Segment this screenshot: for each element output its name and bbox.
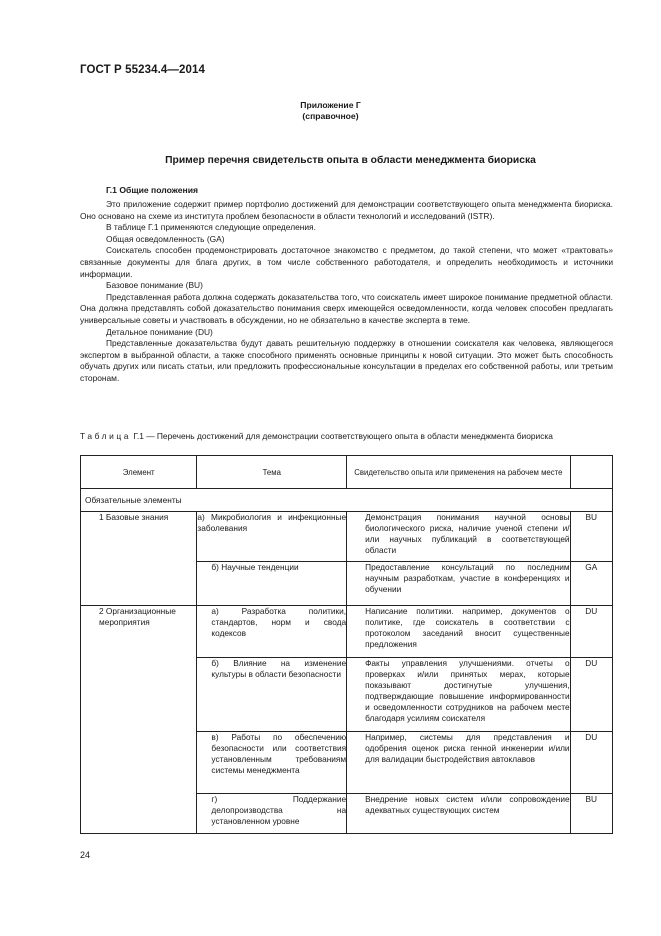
document-title: Пример перечня свидетельств опыта в области менеджмента биориска <box>165 155 536 166</box>
topic-cell: б) Влияние на изменение культуры в области безопасности <box>197 658 347 732</box>
standard-header: ГОСТ Р 55234.4—2014 <box>80 64 205 76</box>
evidence-cell: Предоставление консультаций по последним научным разработкам, участие в конференциях и обучении <box>347 562 570 606</box>
level-cell: GA <box>570 562 612 606</box>
evidence-cell: Факты управления улучшениями. отчеты о проверках и/или принятых мерах, которые показывают достигнутые улучшения, подтверждающие повышение информированности и осведомленности сотрудников на рабочем месте благодаря усилиям соискателя <box>347 658 570 732</box>
topic-cell: а) Разработка политики, стандартов, норм и свода кодексов <box>197 606 347 658</box>
level-cell: DU <box>570 658 612 732</box>
level-cell: BU <box>570 794 612 834</box>
section-title: Г.1 Общие положения <box>106 185 198 195</box>
evidence-cell: Внедрение новых систем и/или сопровождение адекватных существующих систем <box>347 794 570 834</box>
page-number: 24 <box>80 850 91 860</box>
table-caption <box>80 431 613 443</box>
column-header: Тема <box>197 456 347 489</box>
table-row <box>81 512 613 562</box>
column-header: Элемент <box>81 456 197 489</box>
evidence-cell: Демонстрация понимания научной основы биологического риска, наличие ученой степени и/или научных публикаций в соответствующей области <box>347 512 570 562</box>
definition-term: Общая осведомленность (GA) <box>106 233 225 244</box>
column-header <box>570 456 612 489</box>
topic-cell: в) Работы по обеспечению безопасности или соответствия установленным требованиям системы менеджмента <box>197 732 347 794</box>
section-label: Обязательные элементы <box>81 489 613 512</box>
level-cell: DU <box>570 606 612 658</box>
paragraph: Это приложение содержит пример портфолио достижений для демонстрации соответствующего опыта менеджмента биориска. Оно основано на схеме из института проблем безопасности в области технологий и исследований (ISTR). <box>80 199 613 221</box>
definition-term: Детальное понимание (DU) <box>106 326 213 337</box>
evidence-cell: Например, системы для представления и одобрения оценок риска генной инженерии и/или для валидации быстродействия автоклавов <box>347 732 570 794</box>
table-header-row <box>81 456 613 489</box>
paragraph: В таблице Г.1 применяются следующие определения. <box>106 222 316 233</box>
table-row <box>81 606 613 658</box>
annex-title: Приложение Г <box>300 100 361 110</box>
topic-cell: б) Научные тенденции <box>197 562 347 606</box>
column-header: Свидетельство опыта или применения на рабочем месте <box>347 456 570 489</box>
table-caption-label: Таблица <box>80 431 132 441</box>
annex-type: (справочное) <box>302 111 359 121</box>
table-caption-text: Г.1 — Перечень достижений для демонстрации соответствующего опыта в области менеджмента биориска <box>133 431 553 441</box>
paragraph: Представленная работа должна содержать доказательства того, что соискатель имеет широкое понимание предметной области. Она должна представлять собой доказательство понимания сверх имеющейся осведомленности, когда человек способен предлагать универсальные советы и участвовать в обсуждении, но не обязательно в качестве эксперта в теме. <box>80 291 613 325</box>
definition-term: Базовое понимание (BU) <box>106 280 203 291</box>
element-cell: 2 Организационные мероприятия <box>81 606 197 834</box>
achievements-table <box>80 455 613 834</box>
evidence-cell: Написание политики. например, документов о политике, где соискатель в соответствии с протоколом заседаний вносит существенные предложения <box>347 606 570 658</box>
paragraph: Соискатель способен продемонстрировать достаточное знакомство с предметом, до такой степени, что может «трактовать» связанные документы для блага других, в том числе собственного работодателя, и определить необходимость и источники информации. <box>80 245 613 279</box>
body-text <box>80 199 613 385</box>
level-cell: BU <box>570 512 612 562</box>
topic-cell: г) Поддержание делопроизводства на установленном уровне <box>197 794 347 834</box>
level-cell: DU <box>570 732 612 794</box>
paragraph: Представленные доказательства будут давать решительную поддержку в отношении соискателя как человека, являющегося экспертом в выбранной области, а также способного применять основные принципы к новой ситуации. Это может быть способность обучать других или писать статьи, или предложить профессиональные консультации в пределах его собственной работы, или третьим сторонам. <box>80 338 613 383</box>
topic-cell: а) Микробиология и инфекционные заболевания <box>197 512 347 562</box>
table-section-row <box>81 489 613 512</box>
element-cell: 1 Базовые знания <box>81 512 197 606</box>
